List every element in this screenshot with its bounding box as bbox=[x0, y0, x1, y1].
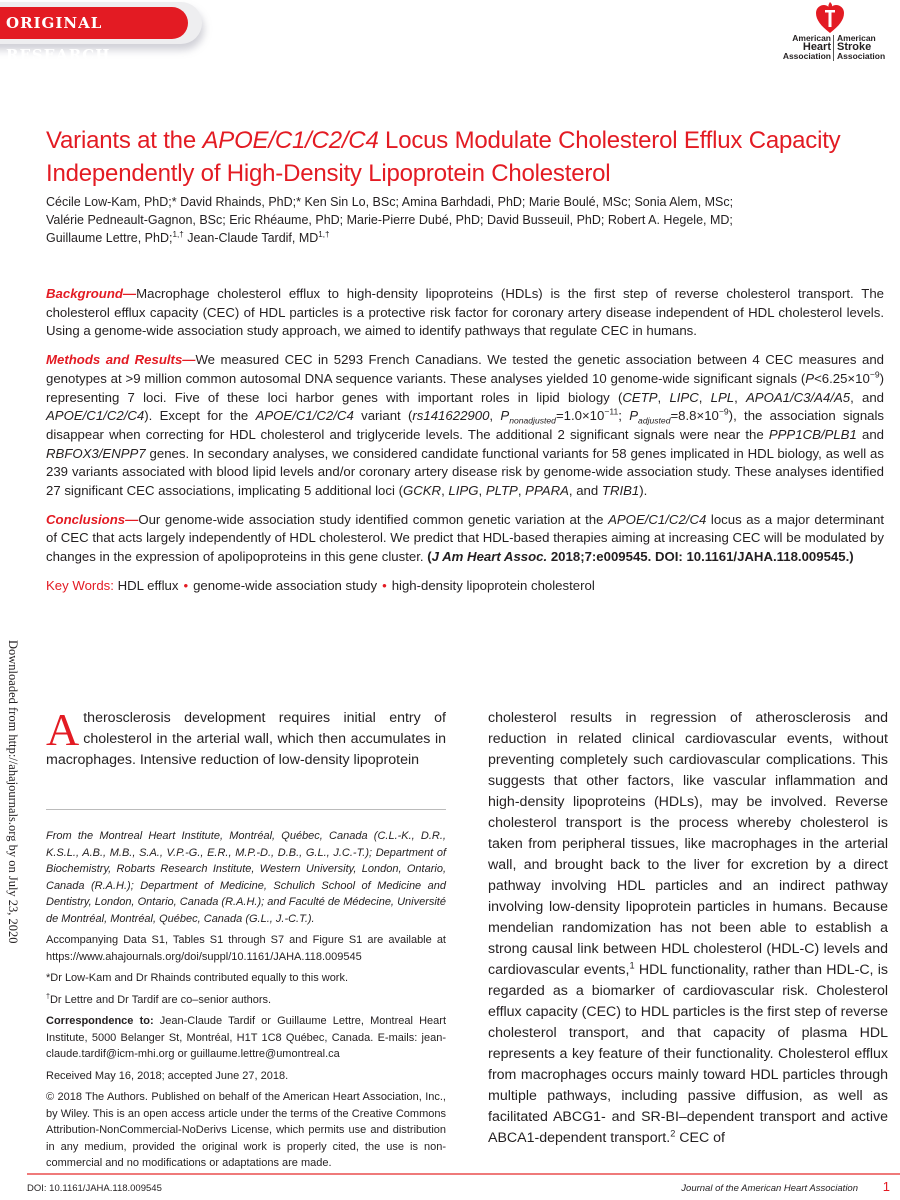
aha-asa-logo bbox=[775, 2, 895, 62]
abstract-methods: Methods and Results—We measured CEC in 5293 French Canadians. We tested the genetic association between 4 CEC measures and genotypes at >9 million common autosomal DNA sequence variants. These analyses yielded 10 genome-wide significant signals $(P<6.25\times 10^{-9})$ representing 7 loci. Five of these loci harbor genes with important roles in lipid biology (CETP, LIPC, LPL, APOA1/C3/A4/A5, and APOE/C1/C2/C4). Except for the APOE/C1/C2/C4 variant (rs141622900, $P_{nonadjusted}=1.0\times 10^{-11}$; $P_{adjusted}=8.8\times 10^{-9}$), the association signals disappear when correcting for HDL cholesterol and triglyceride levels. The additional 2 significant signals were near the PPP1CB/PLB1 and RBFOX3/ENPP7 genes. In secondary analyses, we considered candidate functional variants for 58 genes implicated in HDL biology, as well as 239 variants associated with blood lipid levels and/or coronary artery disease risk by genome-wide association study. These analyses identified 27 significant CEC associations, implicating 5 additional loci (GCKR, LIPG, PLTP, PPARA, and TRIB1). bbox=[46, 352, 885, 499]
abstract-conclusions: Conclusions—Our genome-wide association study identified common genetic variation at the APOE/C1/C2/C4 locus as a major determinant of CEC that acts largely independently of HDL cholesterol. We predict that HDL-based therapies aiming at increasing CEC will be modulated by changes in the expression of apolipoproteins in this gene cluster. (J Am Heart Assoc. 2018;7:e009545. DOI: 10.1161/JAHA.118.009545.) bbox=[46, 511, 884, 565]
abstract bbox=[46, 285, 884, 606]
drop-cap: A bbox=[46, 704, 80, 755]
article-type-label: ORIGINAL RESEARCH bbox=[0, 7, 188, 39]
footer-doi: DOI: 10.1161/JAHA.118.009545 bbox=[27, 1183, 162, 1194]
intro-paragraph-continued: cholesterol results in regression of atherosclerosis and reduction in related clinical cardiovascular events, without preventing completely such cardiovascular complications. This suggests that other factors, like vascular inflammation and high-density lipoproteins (HDLs), may be involved. Reverse cholesterol transport is the process whereby cholesterol is taken from peripheral tissues, like macrophages in the arterial wall, and brought back to the liver for excretion by a direct pathway involving HDL particles and an indirect pathway involving low-density lipoprotein particles in humans. Because mendelian randomization has not been able to establish a strong causal link between HDL cholesterol (HDL-C) levels and cardiovascular events,$^1$ HDL functionality, rather than HDL-C, is regarded as a biomarker of cardiovascular risk. Cholesterol efflux capacity (CEC) to HDL particles is the first step of reverse cholesterol transport, and that capacity of plasma HDL represents a key feature of their functionality. Cholesterol efflux from macrophages occurs mainly toward HDL particles through multiple pathways, including passive diffusion, as well as facilitated ABCG1- and SR-BI–dependent transport and active ABCA1-dependent transport.$^2$ CEC of bbox=[488, 710, 888, 1146]
article-type-badge bbox=[0, 2, 202, 64]
asa-wordmark: American Stroke Association bbox=[837, 33, 886, 61]
article-title: Variants at the APOE/C1/C2/C4 Locus Modulate Cholesterol Efflux Capacity Independently of High-Density Lipoprotein Cholesterol bbox=[46, 127, 841, 187]
left-column bbox=[46, 704, 446, 1177]
keyword[interactable]: high-density lipoprotein cholesterol bbox=[391, 577, 595, 593]
license-note: © 2018 The Authors. Published on behalf of the American Heart Association, Inc., by Wiley. This is an open access article under the terms of the Creative Commons Attribution-NonCommercial-NoDerivs License, which permits use and distribution in any medium, provided the original work is properly cited, the use is non-commercial and no modifications or adaptations are made. bbox=[46, 1091, 446, 1169]
keyword[interactable]: HDL efflux bbox=[117, 577, 179, 593]
footnote-divider bbox=[46, 809, 446, 810]
bullet-separator: • bbox=[382, 577, 387, 593]
page-number: 1 bbox=[882, 1179, 890, 1194]
affiliations: From the Montreal Heart Institute, Montréal, Québec, Canada (C.L.-K., D.R., K.S.L., A.B., M.B., S.A., V.P.-G., E.R., M.P.-D., D.B., G.L., J.C.-T.); Department of Biochemistry, Robarts Research Institute, Western University, London, Ontario, Canada (R.A.H.); Department of Medicine, Schulich School of Medicine and Dentistry, London, Ontario, Canada (R.A.H.); and Faculté de Médecine, Université de Montréal, Montréal, Québec, Canada (G.L., J.-C.T.). bbox=[46, 830, 446, 925]
reference-link[interactable]: 2 bbox=[670, 1128, 676, 1139]
keyword[interactable]: genome-wide association study bbox=[193, 577, 378, 593]
bullet-separator: • bbox=[183, 577, 189, 593]
senior-author-note: †Dr Lettre and Dr Tardif are co–senior authors. bbox=[46, 991, 272, 1006]
right-column bbox=[488, 708, 888, 1149]
author-list: Cécile Low-Kam, PhD;* David Rhainds, PhD;* Ken Sin Lo, BSc; Amina Barhdadi, PhD; Marie Boulé, MSc; Sonia Alem, MSc; Valérie Pedneault-Gagnon, BSc; Eric Rhéaume, PhD; Marie-Pierre Dubé, PhD; David Busseuil, PhD; Robert A. Hegele, MD; Guillaume Lettre, PhD;$^{1,\dagger}$ Jean-Claude Tardif, $MD^{1,\dagger}$ bbox=[46, 195, 734, 245]
keywords: Key Words: HDL efflux • genome-wide association study • high-density lipoprotein cholesterol bbox=[46, 577, 595, 593]
footer-rule bbox=[27, 1173, 900, 1175]
citation-details: 2018;7:e009545. DOI: 10.1161/JAHA.118.009545.) bbox=[547, 549, 854, 565]
abstract-background: Background—Macrophage cholesterol efflux to high-density lipoproteins (HDLs) is the first step of reverse cholesterol transport. The cholesterol efflux capacity (CEC) of HDL particles is a protective risk factor for coronary artery disease independent of HDL cholesterol levels. Using a genome-wide association study approach, we aimed to identify pathways that regulate CEC in humans. bbox=[46, 286, 884, 339]
citation-journal: J Am Heart Assoc. bbox=[431, 549, 548, 565]
download-watermark: Downloaded from http://ahajournals.org by on July 23, 2020 bbox=[6, 640, 20, 944]
footer-journal-name: Journal of the American Heart Association bbox=[681, 1183, 858, 1194]
supplement-note[interactable]: Accompanying Data S1, Tables S1 through S7 and Figure S1 are available at https://www.ahajournals.org/doi/suppl/10.1161/JAHA.118.009545 bbox=[46, 934, 446, 963]
received-dates: Received May 16, 2018; accepted June 27, 2018. bbox=[46, 1069, 289, 1082]
logo-divider bbox=[833, 35, 834, 61]
reference-link[interactable]: 1 bbox=[629, 960, 635, 971]
correspondence: Correspondence to: Jean-Claude Tardif or Guillaume Lettre, Montreal Heart Institute, 5000 Belanger St, Montréal, H1T 1C8 Québec, Canada. E-mails: jean-claude.tardif@icm-mhi.org or guillaume.lettre@umontreal.ca bbox=[46, 1015, 446, 1060]
intro-paragraph: Atherosclerosis development requires initial entry of cholesterol in the arterial wall, which then accumulates in macrophages. Intensive reduction of low-density lipoprotein bbox=[46, 704, 446, 768]
heart-torch-icon bbox=[815, 2, 845, 34]
aha-wordmark: American Heart Association bbox=[782, 33, 831, 61]
equal-contribution-note: *Dr Low-Kam and Dr Rhainds contributed equally to this work. bbox=[46, 972, 349, 984]
